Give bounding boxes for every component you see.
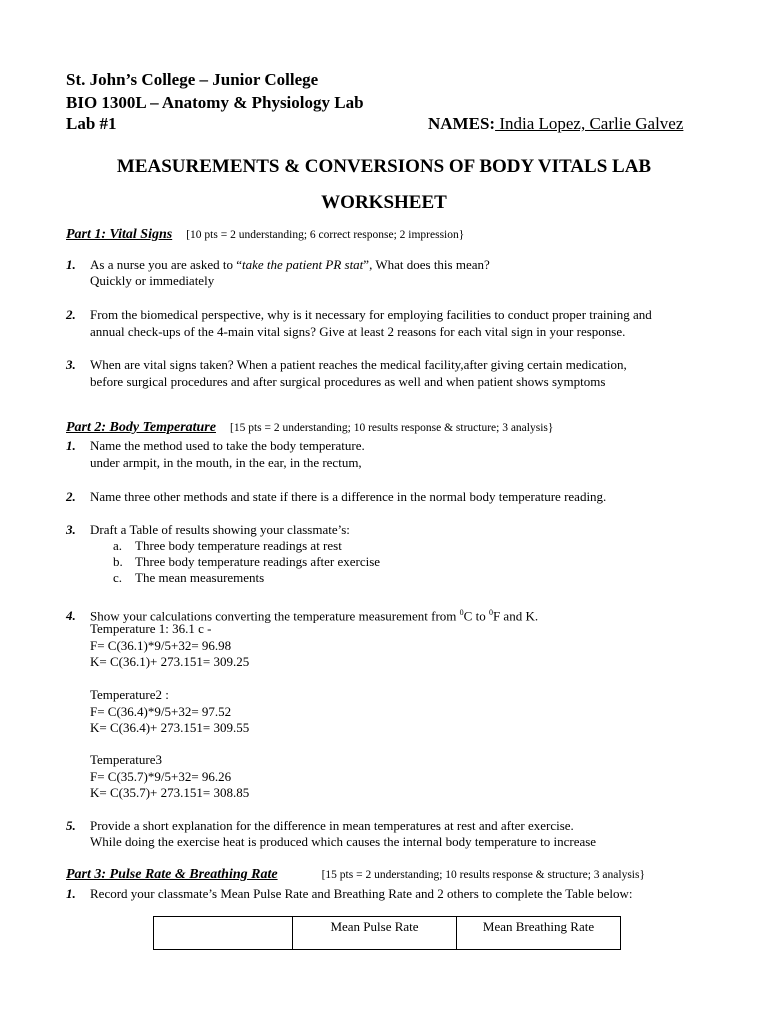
part3-heading [66,867,645,883]
part1-question-1 [66,256,490,273]
question-number: 3. [66,357,76,372]
item-text: The mean measurements [135,570,265,585]
question-number: 1. [66,438,76,453]
question-number: 1. [66,886,76,901]
item-text: Three body temperature readings at rest [135,538,342,553]
part1-title: Part 1: Vital Signs [66,227,173,242]
part3-points: [15 pts = 2 understanding; 10 results response & structure; 3 analysis} [321,869,645,881]
question-text: When are vital signs taken? When a patient reaches the medical facility,after giving certain medication, [90,357,627,372]
question-text: Name three other methods and state if there is a difference in the normal body temperature reading. [90,489,607,504]
part2-question-2 [66,488,606,505]
part1-question-3-cont: before surgical procedures and after surgical procedures as well and when patient shows symptoms [90,374,606,389]
part3-question-1 [66,885,633,902]
college-name: St. John’s College – Junior College [66,70,319,89]
part2-heading [66,420,553,436]
part2-answer-5: While doing the exercise heat is produced which causes the internal body temperature to increase [90,834,597,849]
question-number: 3. [66,522,76,537]
question-text: As a nurse you are asked to “ [90,257,242,272]
question-number: 4. [66,608,76,624]
course-name: BIO 1300L – Anatomy & Physiology Lab [66,93,364,112]
question-text: F and K. [492,608,539,624]
part2-q3-item-c [113,570,264,586]
names-value: India Lopez, Carlie Galvez [495,114,684,133]
question-text: Record your classmate’s Mean Pulse Rate and Breathing Rate and 2 others to complete the Table below: [90,886,633,901]
part1-heading [66,227,464,243]
part2-q3-item-b [113,554,380,570]
question-number: 2. [66,307,76,322]
question-text: Name the method used to take the body temperature. [90,438,365,453]
names-label: NAMES: [428,114,496,133]
part2-answer-1: under armpit, in the mouth, in the ear, in the rectum, [90,455,362,470]
question-text: ”, What does this mean? [363,257,490,272]
question-emphasis: take the patient PR stat [241,257,364,272]
names-line [428,114,683,134]
table-header-row [154,917,621,950]
part2-question-3 [66,521,350,538]
part1-question-2-cont: annual check-ups of the 4-main vital signs? Give at least 2 reasons for each vital sign in your response. [90,324,626,339]
part2-q3-item-a [113,538,342,554]
worksheet-title-line2: WORKSHEET [321,192,447,213]
part2-points: [15 pts = 2 understanding; 10 results response & structure; 3 analysis} [229,422,554,434]
calc-line: K= C(36.4)+ 273.151= 309.55 [90,720,250,735]
question-text: Draft a Table of results showing your classmate’s: [90,522,350,537]
item-marker: c. [113,570,123,585]
calc-line: Temperature 1: 36.1 c - [90,621,212,636]
part3-title: Part 3: Pulse Rate & Breathing Rate [66,867,278,882]
calc-line: F= C(36.4)*9/5+32= 97.52 [90,704,232,719]
question-text: From the biomedical perspective, why is it necessary for employing facilities to conduct proper training and [90,307,652,322]
table-header-cell: Mean Breathing Rate [457,917,621,950]
part1-question-2 [66,306,652,323]
worksheet-title-line1: MEASUREMENTS & CONVERSIONS OF BODY VITALS LAB [116,156,652,177]
item-marker: a. [113,538,123,553]
part1-question-3 [66,356,627,373]
part2-question-1 [66,437,365,454]
calc-line: K= C(35.7)+ 273.151= 308.85 [90,785,250,800]
lab-number: Lab #1 [66,114,117,133]
part2-title: Part 2: Body Temperature [66,420,216,435]
calc-line: Temperature3 [90,752,162,767]
degree-mark: 0 [459,608,464,617]
calc-line: F= C(35.7)*9/5+32= 96.26 [90,769,232,784]
table-header-cell [154,917,293,950]
part1-points: [10 pts = 2 understanding; 6 correct response; 2 impression} [186,229,465,241]
question-number: 5. [66,818,76,833]
table-header-cell: Mean Pulse Rate [293,917,457,950]
question-text: Provide a short explanation for the difference in mean temperatures at rest and after exercise. [90,818,574,833]
question-text: C to [463,608,489,624]
part1-answer-1: Quickly or immediately [90,273,215,288]
degree-mark: 0 [488,608,493,617]
question-number: 2. [66,489,76,504]
item-text: Three body temperature readings after exercise [135,554,381,569]
calc-line: K= C(36.1)+ 273.151= 309.25 [90,654,250,669]
part2-question-5 [66,817,574,834]
question-number: 1. [66,257,76,272]
item-marker: b. [113,554,123,569]
pulse-breathing-table [153,916,621,950]
question-text: Show your calculations converting the temperature measurement from [90,608,460,624]
calc-line: F= C(36.1)*9/5+32= 96.98 [90,638,232,653]
calc-line: Temperature2 : [90,687,169,702]
